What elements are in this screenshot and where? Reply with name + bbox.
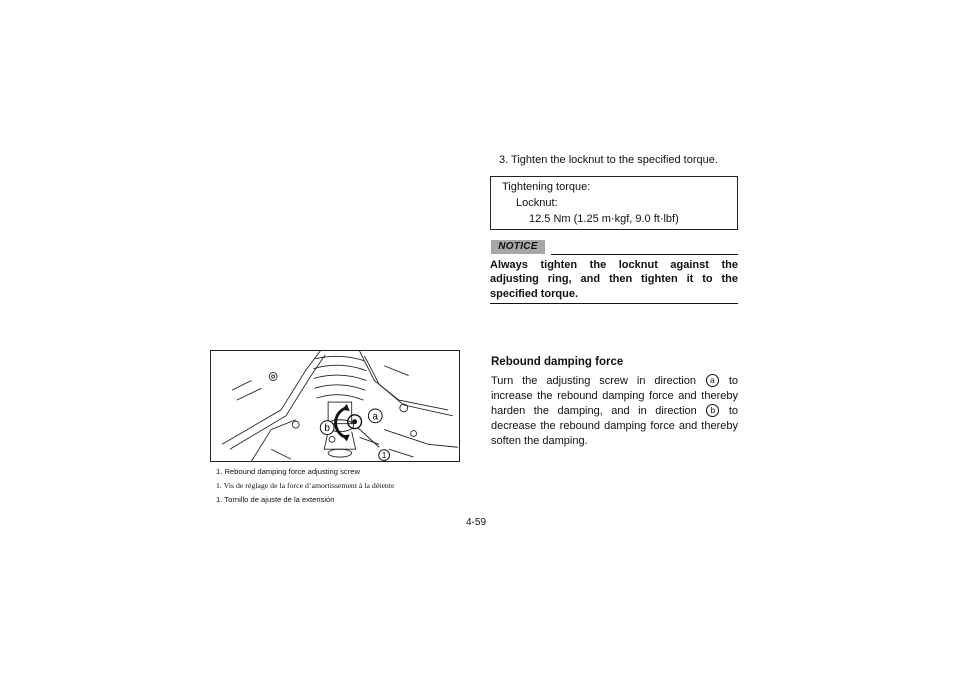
locknut-label: Locknut:	[516, 197, 558, 209]
shock-absorber-illustration	[210, 350, 460, 462]
notice-badge: NOTICE	[491, 240, 545, 254]
torque-spec-box	[490, 176, 738, 230]
callout-a	[368, 409, 382, 423]
notice-divider-top	[551, 254, 738, 255]
notice-divider-bottom	[490, 303, 738, 304]
shock-absorber-drawing	[211, 351, 459, 461]
step-3-text: 3. Tighten the locknut to the specified torque.	[499, 154, 718, 166]
page-number: 4-59	[466, 517, 487, 528]
callout-b	[320, 421, 334, 435]
callout-1	[379, 450, 390, 461]
svg-text:b: b	[324, 423, 330, 435]
torque-value: 12.5 Nm (1.25 m·kgf, 9.0 ft·lbf)	[529, 213, 679, 225]
notice-text: Always tighten the locknut against the adjusting ring, and then tighten it to the specified torque.	[490, 259, 738, 300]
rebound-heading: Rebound damping force	[491, 356, 624, 368]
direction-a-mark: a	[706, 374, 719, 387]
rebound-paragraph	[491, 374, 738, 449]
caption-french: 1. Vis de réglage de la force d’amortissement à la détente	[216, 481, 395, 490]
caption-spanish: 1. Tornillo de ajuste de la extensión	[216, 495, 335, 504]
caption-english: 1. Rebound damping force adjusting screw	[216, 467, 360, 476]
svg-text:1: 1	[381, 451, 387, 461]
rebound-text-3: to decrease the rebound damping force and thereby soften the damping.	[491, 405, 739, 447]
svg-text:a: a	[372, 411, 379, 423]
torque-label: Tightening torque:	[502, 181, 591, 193]
direction-b-mark: b	[706, 404, 719, 417]
rebound-text-2: to increase the rebound damping force and thereby harden the damping, and in direction	[491, 375, 738, 417]
rebound-text-1: Turn the adjusting screw in direction	[491, 375, 696, 387]
